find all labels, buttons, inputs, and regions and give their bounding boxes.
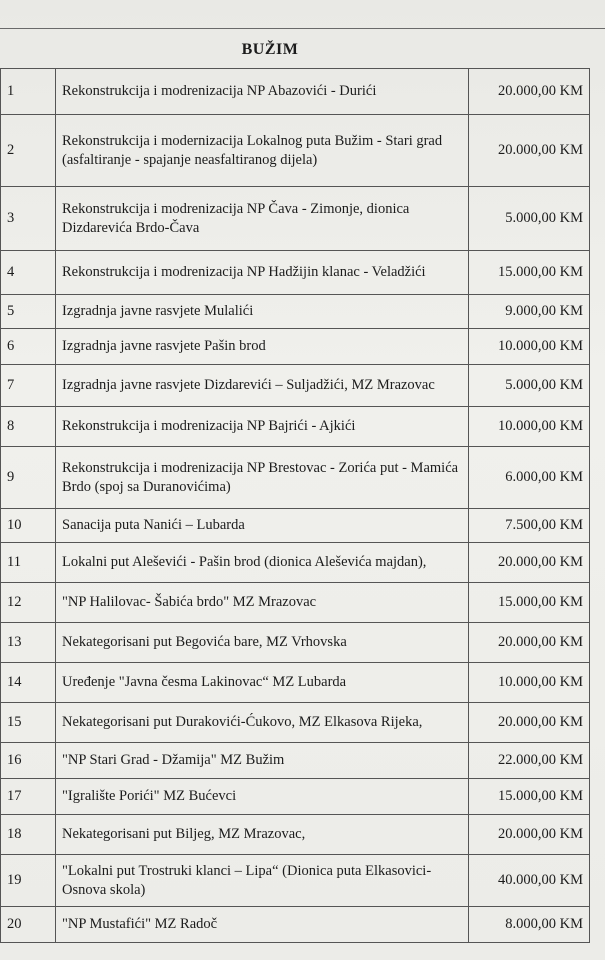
table-row bbox=[1, 187, 590, 251]
row-number: 5 bbox=[1, 295, 56, 329]
row-description: Izgradnja javne rasvjete Dizdarevići – Suljadžići, MZ Mrazovac bbox=[56, 365, 469, 407]
row-number: 18 bbox=[1, 815, 56, 855]
row-number: 20 bbox=[1, 907, 56, 943]
row-amount: 40.000,00 KM bbox=[469, 855, 590, 907]
project-table-body bbox=[1, 69, 590, 943]
table-row bbox=[1, 295, 590, 329]
row-amount: 6.000,00 KM bbox=[469, 447, 590, 509]
row-amount: 15.000,00 KM bbox=[469, 583, 590, 623]
row-description: Uređenje "Javna česma Lakinovac“ MZ Lubarda bbox=[56, 663, 469, 703]
row-amount: 20.000,00 KM bbox=[469, 69, 590, 115]
table-row bbox=[1, 703, 590, 743]
table-row bbox=[1, 543, 590, 583]
table-row bbox=[1, 407, 590, 447]
row-amount: 7.500,00 KM bbox=[469, 509, 590, 543]
table-row bbox=[1, 251, 590, 295]
row-description: Rekonstrukcija i modernizacija Lokalnog puta Bužim - Stari grad (asfaltiranje - spajanje neasfaltiranog dijela) bbox=[56, 115, 469, 187]
row-amount: 10.000,00 KM bbox=[469, 407, 590, 447]
row-amount: 20.000,00 KM bbox=[469, 815, 590, 855]
row-description: Rekonstrukcija i modrenizacija NP Čava - Zimonje, dionica Dizdarevića Brdo-Čava bbox=[56, 187, 469, 251]
row-amount: 5.000,00 KM bbox=[469, 187, 590, 251]
row-amount: 20.000,00 KM bbox=[469, 543, 590, 583]
row-number: 6 bbox=[1, 329, 56, 365]
row-amount: 9.000,00 KM bbox=[469, 295, 590, 329]
page-title: BUŽIM bbox=[241, 41, 299, 58]
row-description: "NP Mustafići" MZ Radoč bbox=[56, 907, 469, 943]
row-amount: 10.000,00 KM bbox=[469, 663, 590, 703]
row-number: 11 bbox=[1, 543, 56, 583]
row-description: Lokalni put Aleševići - Pašin brod (dionica Aleševića majdan), bbox=[56, 543, 469, 583]
row-description: Sanacija puta Nanići – Lubarda bbox=[56, 509, 469, 543]
row-amount: 5.000,00 KM bbox=[469, 365, 590, 407]
row-number: 8 bbox=[1, 407, 56, 447]
row-number: 2 bbox=[1, 115, 56, 187]
row-number: 15 bbox=[1, 703, 56, 743]
row-description: "NP Halilovac- Šabića brdo" MZ Mrazovac bbox=[56, 583, 469, 623]
row-amount: 15.000,00 KM bbox=[469, 251, 590, 295]
table-row bbox=[1, 743, 590, 779]
table-row bbox=[1, 447, 590, 509]
table-row bbox=[1, 583, 590, 623]
row-number: 19 bbox=[1, 855, 56, 907]
table-row bbox=[1, 509, 590, 543]
row-number: 17 bbox=[1, 779, 56, 815]
row-amount: 22.000,00 KM bbox=[469, 743, 590, 779]
table-row bbox=[1, 623, 590, 663]
row-number: 9 bbox=[1, 447, 56, 509]
row-description: Rekonstrukcija i modrenizacija NP Brestovac - Zorića put - Mamića Brdo (spoj sa Duranovićima) bbox=[56, 447, 469, 509]
row-description: Nekategorisani put Begovića bare, MZ Vrhovska bbox=[56, 623, 469, 663]
row-description: Rekonstrukcija i modrenizacija NP Abazovići - Durići bbox=[56, 69, 469, 115]
table-row bbox=[1, 779, 590, 815]
table-row bbox=[1, 815, 590, 855]
row-number: 16 bbox=[1, 743, 56, 779]
row-number: 3 bbox=[1, 187, 56, 251]
title-row bbox=[0, 28, 605, 69]
row-amount: 15.000,00 KM bbox=[469, 779, 590, 815]
row-description: "NP Stari Grad - Džamija" MZ Bužim bbox=[56, 743, 469, 779]
table-row bbox=[1, 907, 590, 943]
row-number: 13 bbox=[1, 623, 56, 663]
table-row bbox=[1, 69, 590, 115]
row-number: 12 bbox=[1, 583, 56, 623]
row-amount: 20.000,00 KM bbox=[469, 115, 590, 187]
row-description: Izgradnja javne rasvjete Mulalići bbox=[56, 295, 469, 329]
table-row bbox=[1, 663, 590, 703]
table-row bbox=[1, 855, 590, 907]
row-amount: 20.000,00 KM bbox=[469, 703, 590, 743]
row-description: Izgradnja javne rasvjete Pašin brod bbox=[56, 329, 469, 365]
row-amount: 20.000,00 KM bbox=[469, 623, 590, 663]
table-row bbox=[1, 115, 590, 187]
row-number: 1 bbox=[1, 69, 56, 115]
row-amount: 10.000,00 KM bbox=[469, 329, 590, 365]
row-description: Nekategorisani put Durakovići-Ćukovo, MZ Elkasova Rijeka, bbox=[56, 703, 469, 743]
row-description: Rekonstrukcija i modrenizacija NP Hadžijin klanac - Veladžići bbox=[56, 251, 469, 295]
project-table bbox=[0, 68, 590, 943]
row-number: 10 bbox=[1, 509, 56, 543]
row-description: "Lokalni put Trostruki klanci – Lipa“ (Dionica puta Elkasovici-Osnova skola) bbox=[56, 855, 469, 907]
row-description: "Igralište Porići" MZ Bućevci bbox=[56, 779, 469, 815]
row-number: 7 bbox=[1, 365, 56, 407]
table-row bbox=[1, 365, 590, 407]
row-number: 14 bbox=[1, 663, 56, 703]
row-description: Nekategorisani put Biljeg, MZ Mrazovac, bbox=[56, 815, 469, 855]
row-number: 4 bbox=[1, 251, 56, 295]
row-description: Rekonstrukcija i modrenizacija NP Bajrići - Ajkići bbox=[56, 407, 469, 447]
row-amount: 8.000,00 KM bbox=[469, 907, 590, 943]
table-row bbox=[1, 329, 590, 365]
